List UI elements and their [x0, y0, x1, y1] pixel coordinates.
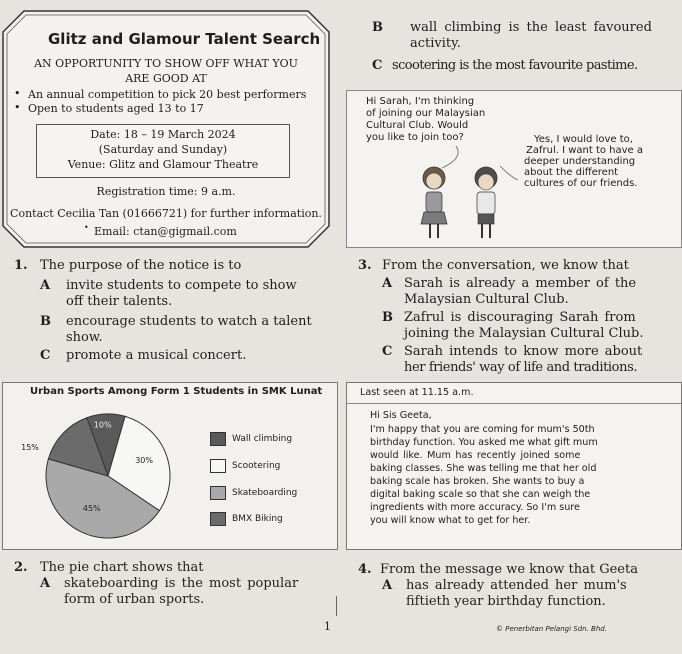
sarah-bubble-line-2: of joining our Malaysian: [366, 108, 486, 119]
q3-c-letter: C: [382, 344, 393, 359]
message-greeting: Hi Sis Geeta,: [370, 410, 432, 421]
message-line-4: baking classes. She was telling me that her old: [370, 463, 597, 474]
zafrul-figure: [475, 167, 497, 238]
option-c-letter: C: [372, 58, 383, 73]
q3-b-letter: B: [382, 310, 393, 325]
conversation-illustration: [346, 90, 680, 246]
q2-number: 2.: [14, 560, 28, 575]
message-last-seen: Last seen at 11.15 a.m.: [360, 387, 474, 398]
q1-a-letter: A: [40, 278, 51, 293]
q3-number: 3.: [358, 258, 372, 273]
pie-label-bmx-biking: 15%: [21, 443, 39, 452]
notice-contact: Contact Cecilia Tan (01666721) for further information.: [10, 207, 322, 220]
option-c-text: scootering is the most favourite pastime.: [392, 58, 638, 73]
message-line-5: baking scale has broken. She wants to buy a: [370, 476, 585, 487]
q4-a-line1: has already attended her mum's: [406, 578, 627, 593]
pie-chart: [21, 406, 206, 546]
bullet-dot-1: •: [14, 87, 21, 100]
notice-date: Date: 18 – 19 March 2024: [90, 128, 236, 141]
legend-label-skateboarding: Skateboarding: [232, 488, 298, 498]
q4-a-letter: A: [382, 578, 393, 593]
message-line-6: digital baking scale so that she can weigh the: [370, 489, 591, 500]
notice-registration: Registration time: 9 a.m.: [96, 185, 236, 198]
legend-swatch-skateboarding: [210, 486, 226, 500]
q3-c-line2: her friends' way of life and traditions.: [404, 360, 638, 375]
chart-title: Urban Sports Among Form 1 Students in SMK Lunat: [30, 386, 323, 397]
notice-bullet-2: Open to students aged 13 to 17: [28, 102, 204, 115]
zafrul-bubble-line-2: Zafrul. I want to have a: [526, 145, 644, 156]
legend-swatch-bmx-biking: [210, 512, 226, 526]
q1-a-line2: off their talents.: [66, 294, 173, 309]
notice-venue: Venue: Glitz and Glamour Theatre: [67, 158, 259, 171]
legend-swatch-scootering: [210, 459, 226, 473]
legend-label-bmx-biking: BMX Biking: [232, 514, 283, 524]
q1-a-line1: invite students to compete to show: [66, 278, 297, 293]
q4-a-line2: fiftieth year birthday function.: [406, 594, 606, 609]
q3-stem: From the conversation, we know that: [382, 258, 629, 273]
legend-label-scootering: Scootering: [232, 461, 281, 471]
pie-label-scootering: 30%: [135, 455, 154, 465]
message-line-3: would like. Mum has recently joined some: [370, 450, 581, 461]
message-line-1: I'm happy that you are coming for mum's 50th: [370, 424, 595, 435]
center-divider: [336, 596, 337, 616]
q3-a-line2: Malaysian Cultural Club.: [404, 292, 569, 307]
option-b-line2: activity.: [410, 36, 461, 51]
pie-label-skateboarding: 45%: [82, 503, 101, 513]
q1-number: 1.: [14, 258, 28, 273]
notice-days: (Saturday and Sunday): [98, 143, 228, 156]
sarah-bubble-tail: [442, 146, 458, 168]
q1-b-letter: B: [40, 314, 51, 329]
q1-b-line1: encourage students to watch a talent: [66, 314, 312, 329]
message-line-8: you will know what to get for her.: [370, 515, 531, 526]
email-bullet: •: [84, 223, 89, 232]
q1-stem: The purpose of the notice is to: [40, 258, 242, 273]
sarah-bubble-line-3: Cultural Club. Would: [366, 120, 469, 131]
notice-subtitle-1: AN OPPORTUNITY TO SHOW OFF WHAT YOU: [34, 57, 298, 70]
q4-number: 4.: [358, 562, 372, 577]
option-b-line1: wall climbing is the least favoured: [410, 20, 652, 35]
q3-b-line2: joining the Malaysian Cultural Club.: [404, 326, 644, 341]
message-divider: [346, 403, 682, 404]
q1-c-letter: C: [40, 348, 51, 363]
notice-bullet-1: An annual competition to pick 20 best performers: [28, 88, 307, 101]
zafrul-bubble-tail: [500, 166, 518, 180]
pie-label-wall-climbing: 10%: [93, 420, 112, 430]
legend-label-wall-climbing: Wall climbing: [232, 434, 293, 444]
q3-b-line1: Zafrul is discouraging Sarah from: [404, 310, 636, 325]
copyright-text: © Penerbitan Pelangi Sdn. Bhd.: [496, 625, 607, 633]
q3-a-line1: Sarah is already a member of the: [404, 276, 637, 291]
message-line-7: ingredients with more accuracy. So I'm sure: [370, 502, 580, 513]
q3-c-line1: Sarah intends to know more about: [404, 344, 643, 359]
sarah-figure: [421, 167, 447, 238]
q2-a-line2: form of urban sports.: [64, 592, 205, 607]
q1-c-line1: promote a musical concert.: [66, 348, 247, 363]
notice-subtitle-2: ARE GOOD AT: [125, 72, 207, 85]
q3-a-letter: A: [382, 276, 393, 291]
q2-a-letter: A: [40, 576, 51, 591]
zafrul-bubble-line-4: about the different: [524, 167, 619, 178]
page-number: 1: [324, 620, 331, 633]
q2-stem: The pie chart shows that: [40, 560, 204, 575]
q4-stem: From the message we know that Geeta: [380, 562, 638, 577]
bullet-dot-2: •: [14, 101, 21, 114]
option-b-letter: B: [372, 20, 383, 35]
sarah-bubble-line-4: you like to join too?: [366, 132, 464, 143]
notice-title: Glitz and Glamour Talent Search: [48, 30, 321, 48]
message-line-2: birthday function. You asked me what gift mum: [370, 437, 598, 448]
sarah-bubble-line-1: Hi Sarah, I'm thinking: [366, 96, 475, 107]
legend-swatch-wall-climbing: [210, 432, 226, 446]
zafrul-bubble-line-5: cultures of our friends.: [524, 178, 638, 189]
zafrul-bubble-line-3: deeper understanding: [524, 156, 636, 167]
q1-b-line2: show.: [66, 330, 103, 345]
zafrul-bubble-line-1: Yes, I would love to,: [534, 134, 633, 145]
q2-a-line1: skateboarding is the most popular: [64, 576, 299, 591]
notice-email: Email: ctan@gigmail.com: [94, 225, 237, 238]
